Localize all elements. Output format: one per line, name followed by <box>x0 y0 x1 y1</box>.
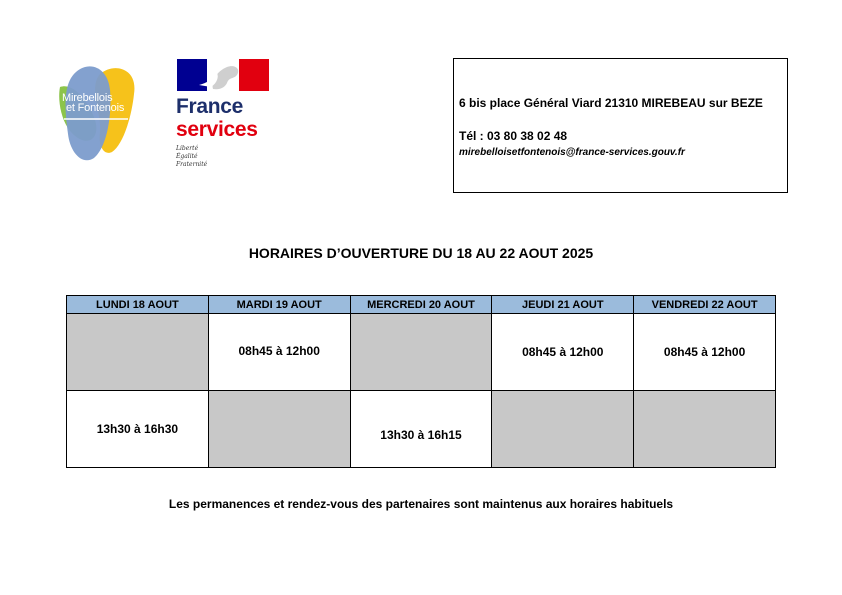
mirebellois-fontenois-logo <box>52 62 142 162</box>
header-friday: VENDREDI 22 AOUT <box>634 296 776 314</box>
france-services-title: France <box>176 95 244 118</box>
header-tuesday: MARDI 19 AOUT <box>208 296 350 314</box>
friday-afternoon-cell <box>634 391 776 468</box>
france-services-logo <box>176 58 276 178</box>
tuesday-morning-cell: 08h45 à 12h00 <box>208 314 350 391</box>
page-title: HORAIRES D’OUVERTURE DU 18 AU 22 AOUT 2025 <box>248 245 594 261</box>
motto-egalite: Égalité <box>176 153 198 160</box>
friday-morning-cell: 08h45 à 12h00 <box>634 314 776 391</box>
thursday-afternoon-cell <box>492 391 634 468</box>
mirebellois-logo-underline <box>64 118 128 120</box>
mirebellois-logo-line2: et Fontenois <box>66 102 125 114</box>
france-services-subtitle: services <box>176 118 258 141</box>
marianne-flag-icon <box>177 59 269 91</box>
motto-fraternite: Fraternité <box>176 161 208 168</box>
afternoon-row <box>67 391 776 468</box>
motto-liberte: Liberté <box>176 145 199 152</box>
address-box <box>453 58 788 193</box>
header-wednesday: MERCREDI 20 AOUT <box>350 296 492 314</box>
morning-row <box>67 314 776 391</box>
monday-morning-cell <box>67 314 209 391</box>
schedule-table <box>66 295 776 468</box>
address-email: mirebelloisetfontenois@france-services.gouv.fr <box>459 147 685 158</box>
partners-note: Les permanences et rendez-vous des partenaires sont maintenus aux horaires habituels <box>168 497 674 511</box>
header-monday: LUNDI 18 AOUT <box>67 296 209 314</box>
monday-afternoon-cell: 13h30 à 16h30 <box>67 391 209 468</box>
schedule-header-row <box>67 296 776 314</box>
wednesday-afternoon-cell: 13h30 à 16h15 <box>350 391 492 468</box>
address-street: 6 bis place Général Viard 21310 MIREBEAU sur BEZE <box>459 96 763 110</box>
address-phone: Tél : 03 80 38 02 48 <box>459 129 568 143</box>
tuesday-afternoon-cell <box>208 391 350 468</box>
thursday-morning-cell: 08h45 à 12h00 <box>492 314 634 391</box>
wednesday-morning-cell <box>350 314 492 391</box>
header-thursday: JEUDI 21 AOUT <box>492 296 634 314</box>
republic-motto <box>176 145 207 169</box>
mirebellois-logo-line1: Mirebellois <box>62 92 113 104</box>
